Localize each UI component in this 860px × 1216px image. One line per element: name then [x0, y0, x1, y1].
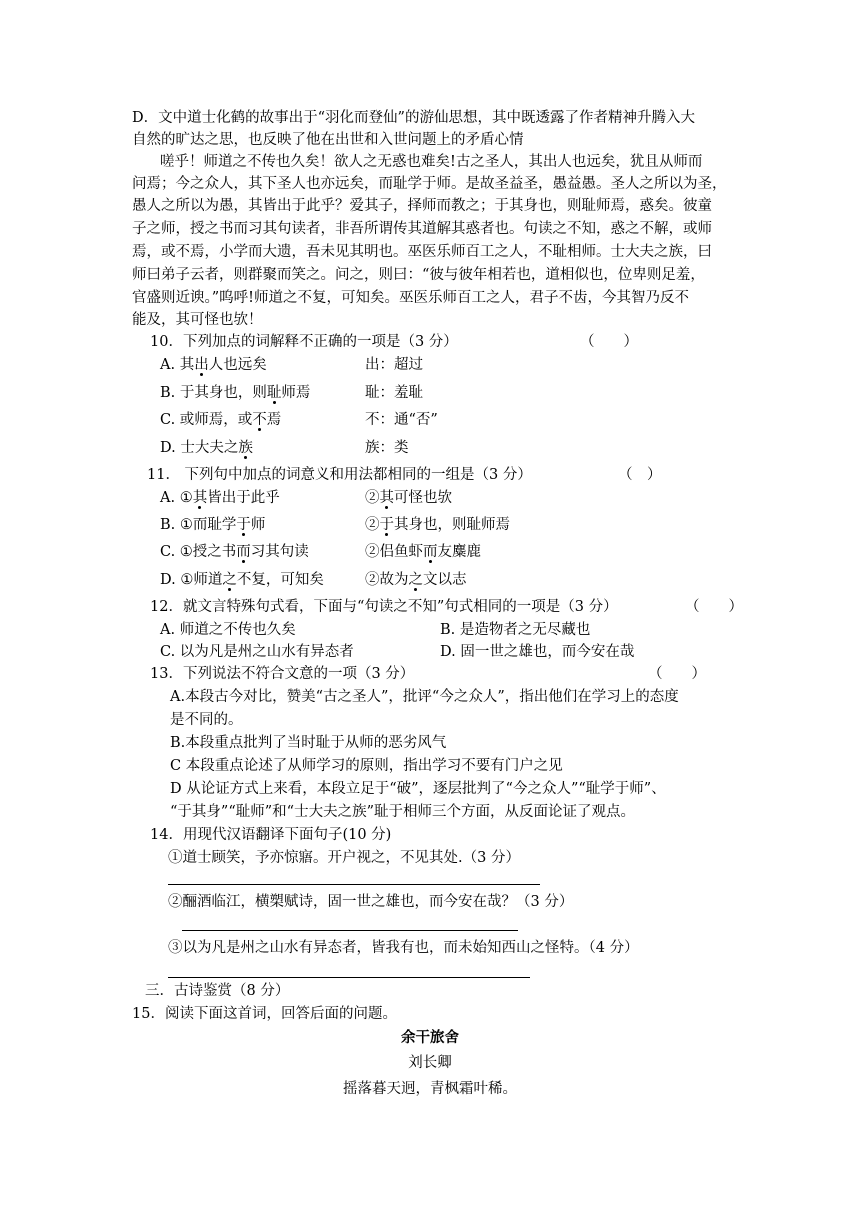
dotted-char: 族 — [238, 440, 253, 456]
q13-answer-bracket: （ ） — [648, 666, 706, 682]
answer-blank-1[interactable] — [168, 884, 540, 885]
q11-option-a-1: A. ①其皆出于此乎 — [160, 490, 280, 506]
passage-line: 问焉；今之众人，其下圣人也亦远矣，而耻学于师。是故圣益圣，愚益愚。圣人之所以为圣， — [132, 176, 727, 192]
passage-line: 愚人之所以为愚，其皆出于此乎？爱其子，择师而教之；于其身也，则耻师焉，惑矣。彼童 — [132, 198, 712, 214]
dotted-char: 之 — [408, 572, 423, 588]
q13-option-line: 是不同的。 — [170, 712, 243, 728]
dotted-char: 耻 — [266, 385, 282, 401]
dotted-char: 出 — [194, 357, 209, 373]
q13-stem: 13．下列说法不符合文意的一项（3 分） — [150, 666, 415, 682]
q11-stem: 11． 下列句中加点的词意义和用法都相同的一组是（3 分） — [147, 467, 532, 483]
dotted-char: 其 — [379, 490, 394, 506]
option-d-line-1: D．文中道士化鹤的故事出于“羽化而登仙”的游仙思想，其中既透露了作者精神升腾入大 — [132, 110, 695, 126]
answer-blank-3[interactable] — [168, 977, 530, 978]
q10-gloss-a: 出：超过 — [365, 357, 423, 373]
passage-line: 师曰弟子云者，则群聚而笑之。问之，则曰：“彼与彼年相若也，道相似也，位卑则足羞， — [132, 267, 705, 283]
q10-option-b: B. 于其身也，则耻师焉 — [160, 385, 311, 401]
q12-option-b: B. 是造物者之无尽藏也 — [440, 622, 591, 638]
q11-option-a-2: ②其可怪也欤 — [365, 490, 452, 506]
dotted-char: 于 — [379, 517, 394, 533]
dotted-char: 其 — [192, 490, 208, 506]
passage-line: 能及，其可怪也欤！ — [132, 312, 263, 328]
q11-option-d-1: D. ①师道之不复，可知矣 — [160, 572, 324, 588]
q10-gloss-c: 不：通“否” — [365, 412, 438, 428]
q11-answer-bracket: （ ） — [618, 467, 662, 483]
q14-item-1: ①道士顾笑，予亦惊寤。开户视之，不见其处.（3 分） — [168, 850, 520, 866]
dotted-char: 于 — [236, 517, 251, 533]
passage-line: 子之师，授之书而习其句读者，非吾所谓传其道解其惑者也。句读之不知，惑之不解，或师 — [132, 221, 712, 237]
poem-title: 余干旅舍 — [401, 1030, 459, 1046]
q12-stem: 12．就文言特殊句式看，下面与“句读之不知”句式相同的一项是（3 分） — [150, 599, 618, 615]
q14-item-2: ②酾酒临江，横槊赋诗，固一世之雄也，而今安在哉？（3 分） — [168, 894, 574, 910]
poem-line: 摇落暮天迥，青枫霜叶稀。 — [343, 1081, 517, 1097]
q10-option-d: D. 士大夫之族 — [160, 440, 253, 456]
passage-line: 焉，或不焉，小学而大遗，吾未见其明也。巫医乐师百工之人，不耻相师。士大夫之族，曰 — [132, 244, 712, 260]
dotted-char: 而 — [423, 544, 438, 560]
q10-option-c: C. 或师焉，或不焉 — [160, 412, 282, 428]
dotted-char: 而 — [236, 544, 251, 560]
q13-option-line: “于其身”“耻师”和“士大夫之族”耻于相师三个方面，从反面论证了观点。 — [170, 804, 635, 820]
dotted-char: 不 — [252, 412, 267, 428]
passage-line: 官盛则近谀。”呜呼!师道之不复，可知矣。巫医乐师百工之人，君子不齿，今其智乃反不 — [132, 290, 689, 306]
q12-answer-bracket: （ ） — [685, 599, 743, 615]
q15-stem: 15．阅读下面这首词，回答后面的问题。 — [132, 1006, 397, 1022]
dotted-char: 之 — [222, 572, 237, 588]
q10-option-a: A. 其出人也远矣 — [160, 357, 267, 373]
q11-option-d-2: ②故为之文以志 — [365, 572, 467, 588]
q10-stem: 10．下列加点的词解释不正确的一项是（3 分） — [150, 334, 458, 350]
q12-option-c: C. 以为凡是州之山水有异态者 — [160, 644, 354, 660]
q13-option-line: C 本段重点论述了从师学习的原则，指出学习不要有门户之见 — [170, 758, 563, 774]
q13-option-line: D 从论证方式上来看，本段立足于“破”，逐层批判了“今之众人”“耻学于师”、 — [170, 781, 666, 797]
q11-option-b-1: B. ①而耻学于师 — [160, 517, 266, 533]
q13-option-line: B.本段重点批判了当时耻于从师的恶劣风气 — [170, 735, 447, 751]
q12-option-d: D. 固一世之雄也，而今安在哉 — [440, 644, 635, 660]
answer-blank-2[interactable] — [182, 930, 518, 931]
q12-option-a: A. 师道之不传也久矣 — [160, 622, 296, 638]
q10-answer-bracket: （ ） — [580, 334, 638, 350]
poet-name: 刘长卿 — [408, 1055, 452, 1071]
q11-option-c-2: ②侣鱼虾而友麋鹿 — [365, 544, 481, 560]
q11-option-c-1: C. ①授之书而习其句读 — [160, 544, 309, 560]
passage-line: 嗟乎！师道之不传也久矣！欲人之无惑也难矣!古之圣人，其出人也远矣，犹且从师而 — [160, 154, 703, 170]
q10-gloss-b: 耻：羞耻 — [365, 385, 423, 401]
q13-option-line: A.本段古今对比，赞美“古之圣人”，批评“今之众人”，指出他们在学习上的态度 — [170, 689, 679, 705]
q14-item-3: ③以为凡是州之山水有异态者，皆我有也，而未始知西山之怪特。（4 分） — [168, 940, 639, 956]
q14-stem: 14．用现代汉语翻译下面句子(10 分) — [150, 827, 392, 843]
option-d-line-2: 自然的旷达之思，也反映了他在出世和入世问题上的矛盾心情 — [132, 132, 524, 148]
section-heading: 三．古诗鉴赏（8 分） — [145, 983, 290, 999]
q11-option-b-2: ②于其身也，则耻师焉 — [365, 517, 510, 533]
q10-gloss-d: 族：类 — [365, 440, 409, 456]
